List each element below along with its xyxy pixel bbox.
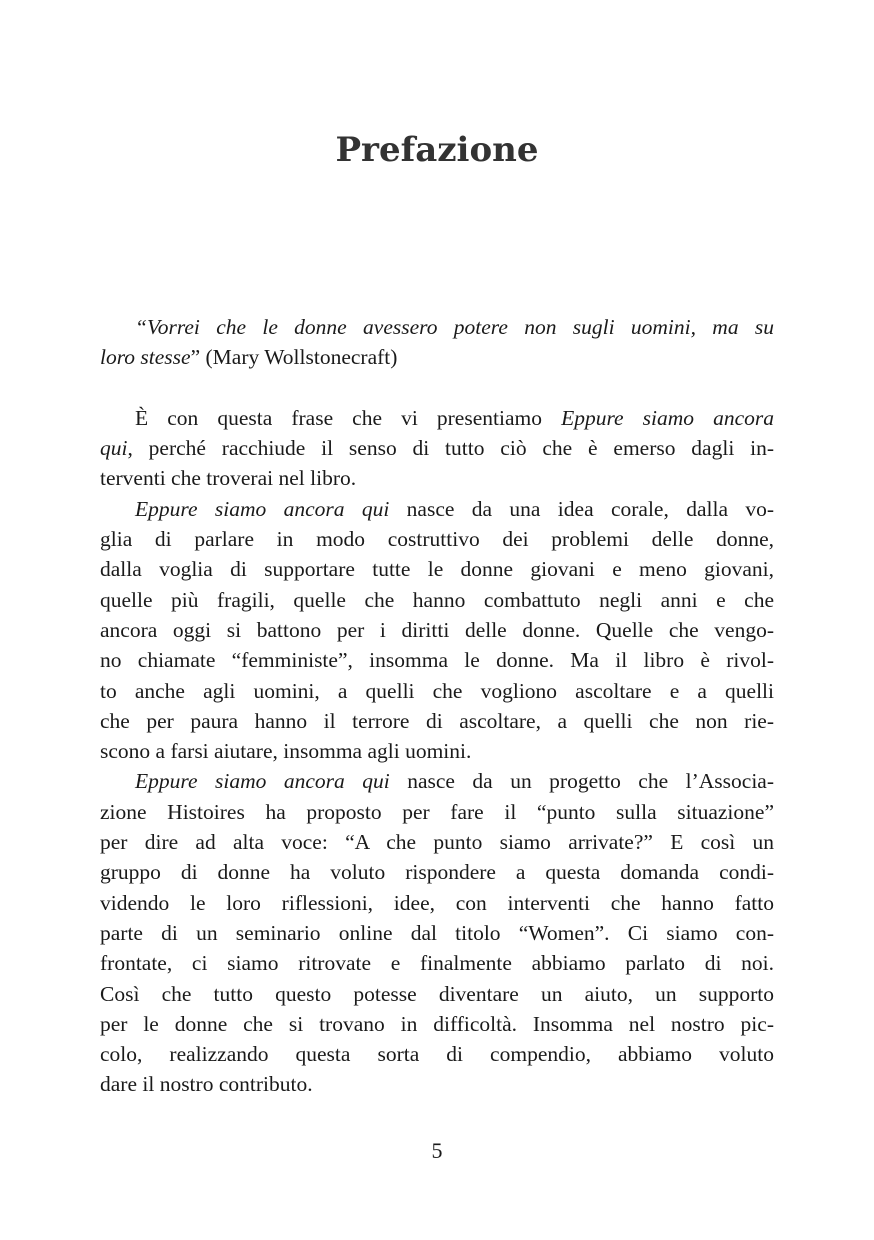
text-run: scono a farsi aiutare, insomma agli uomini.	[100, 739, 472, 764]
text-run: to anche agli uomini, a quelli che vogliono ascoltare e a quelli	[100, 678, 774, 703]
text-run: Così che tutto questo potesse diventare un aiuto, un supporto	[100, 981, 774, 1006]
text-line	[100, 554, 774, 584]
paragraph	[100, 494, 774, 767]
text-run: ancora oggi si battono per i diritti delle donne. Quelle che vengo-	[100, 617, 774, 642]
text-run: dare il nostro contributo.	[100, 1072, 313, 1097]
epigraph-quote: loro stesse	[100, 345, 191, 370]
text-run: per le donne che si trovano in difficoltà. Insomma nel nostro pic-	[100, 1011, 774, 1036]
page-number: 5	[431, 1138, 443, 1163]
epigraph	[100, 312, 774, 373]
paragraph-gap	[100, 373, 774, 403]
book-title-italic: Eppure siamo ancora qui	[135, 769, 390, 794]
text-run: È con questa frase che vi presentiamo	[135, 405, 562, 430]
text-line	[100, 403, 774, 433]
epigraph-line	[100, 342, 774, 372]
text-line	[100, 706, 774, 736]
text-line	[100, 585, 774, 615]
text-run: colo, realizzando questa sorta di compendio, abbiamo voluto	[100, 1042, 774, 1067]
epigraph-line	[100, 312, 774, 342]
text-run: quelle più fragili, quelle che hanno combattuto negli anni e che	[100, 587, 774, 612]
text-line	[100, 888, 774, 918]
text-run: glia di parlare in modo costruttivo dei problemi delle donne,	[100, 527, 774, 552]
text-line	[100, 857, 774, 887]
text-line	[100, 766, 774, 796]
text-run: , perché racchiude il senso di tutto ciò che è emerso dagli in-	[127, 436, 774, 461]
text-run: gruppo di donne ha voluto rispondere a questa domanda condi-	[100, 860, 774, 885]
text-line	[100, 797, 774, 827]
book-title-italic: Eppure siamo ancora	[561, 405, 774, 430]
book-title-italic: Eppure siamo ancora qui	[135, 496, 390, 521]
text-run: terventi che troverai nel libro.	[100, 466, 357, 491]
text-line	[100, 463, 774, 493]
chapter-title: Prefazione	[335, 130, 539, 170]
epigraph-attribution: ” (Mary Wollstonecraft)	[190, 345, 398, 370]
text-line	[100, 494, 774, 524]
paragraphs	[100, 403, 774, 1100]
body-text	[100, 312, 774, 1100]
text-line	[100, 1039, 774, 1069]
paragraph	[100, 766, 774, 1099]
text-run: nasce da una idea corale, dalla vo-	[389, 496, 775, 521]
paragraph	[100, 403, 774, 494]
text-run: per dire ad alta voce: “A che punto siamo arrivate?” E così un	[100, 830, 774, 855]
text-line	[100, 1069, 774, 1099]
text-line	[100, 676, 774, 706]
epigraph-quote: “Vorrei che le donne avessero potere non sugli uomini, ma su	[135, 315, 774, 339]
text-line	[100, 948, 774, 978]
book-title-italic: qui	[100, 436, 128, 461]
text-run: zione Histoires ha proposto per fare il “punto sulla situazione”	[100, 799, 774, 824]
text-run: nasce da un progetto che l’Associa-	[389, 769, 774, 794]
text-line	[100, 1009, 774, 1039]
text-run: parte di un seminario online dal titolo “Women”. Ci siamo con-	[100, 920, 774, 945]
text-line	[100, 918, 774, 948]
text-run: che per paura hanno il terrore di ascoltare, a quelli che non rie-	[100, 708, 774, 733]
text-run: frontate, ci siamo ritrovate e finalmente abbiamo parlato di noi.	[100, 951, 774, 976]
text-line	[100, 433, 774, 463]
text-line	[100, 979, 774, 1009]
text-line	[100, 827, 774, 857]
text-run: no chiamate “femministe”, insomma le donne. Ma il libro è rivol-	[100, 648, 774, 673]
text-line	[100, 524, 774, 554]
text-run: videndo le loro riflessioni, idee, con interventi che hanno fatto	[100, 890, 774, 915]
text-run: dalla voglia di supportare tutte le donne giovani e meno giovani,	[100, 557, 774, 582]
text-line	[100, 645, 774, 675]
text-line	[100, 736, 774, 766]
text-line	[100, 615, 774, 645]
